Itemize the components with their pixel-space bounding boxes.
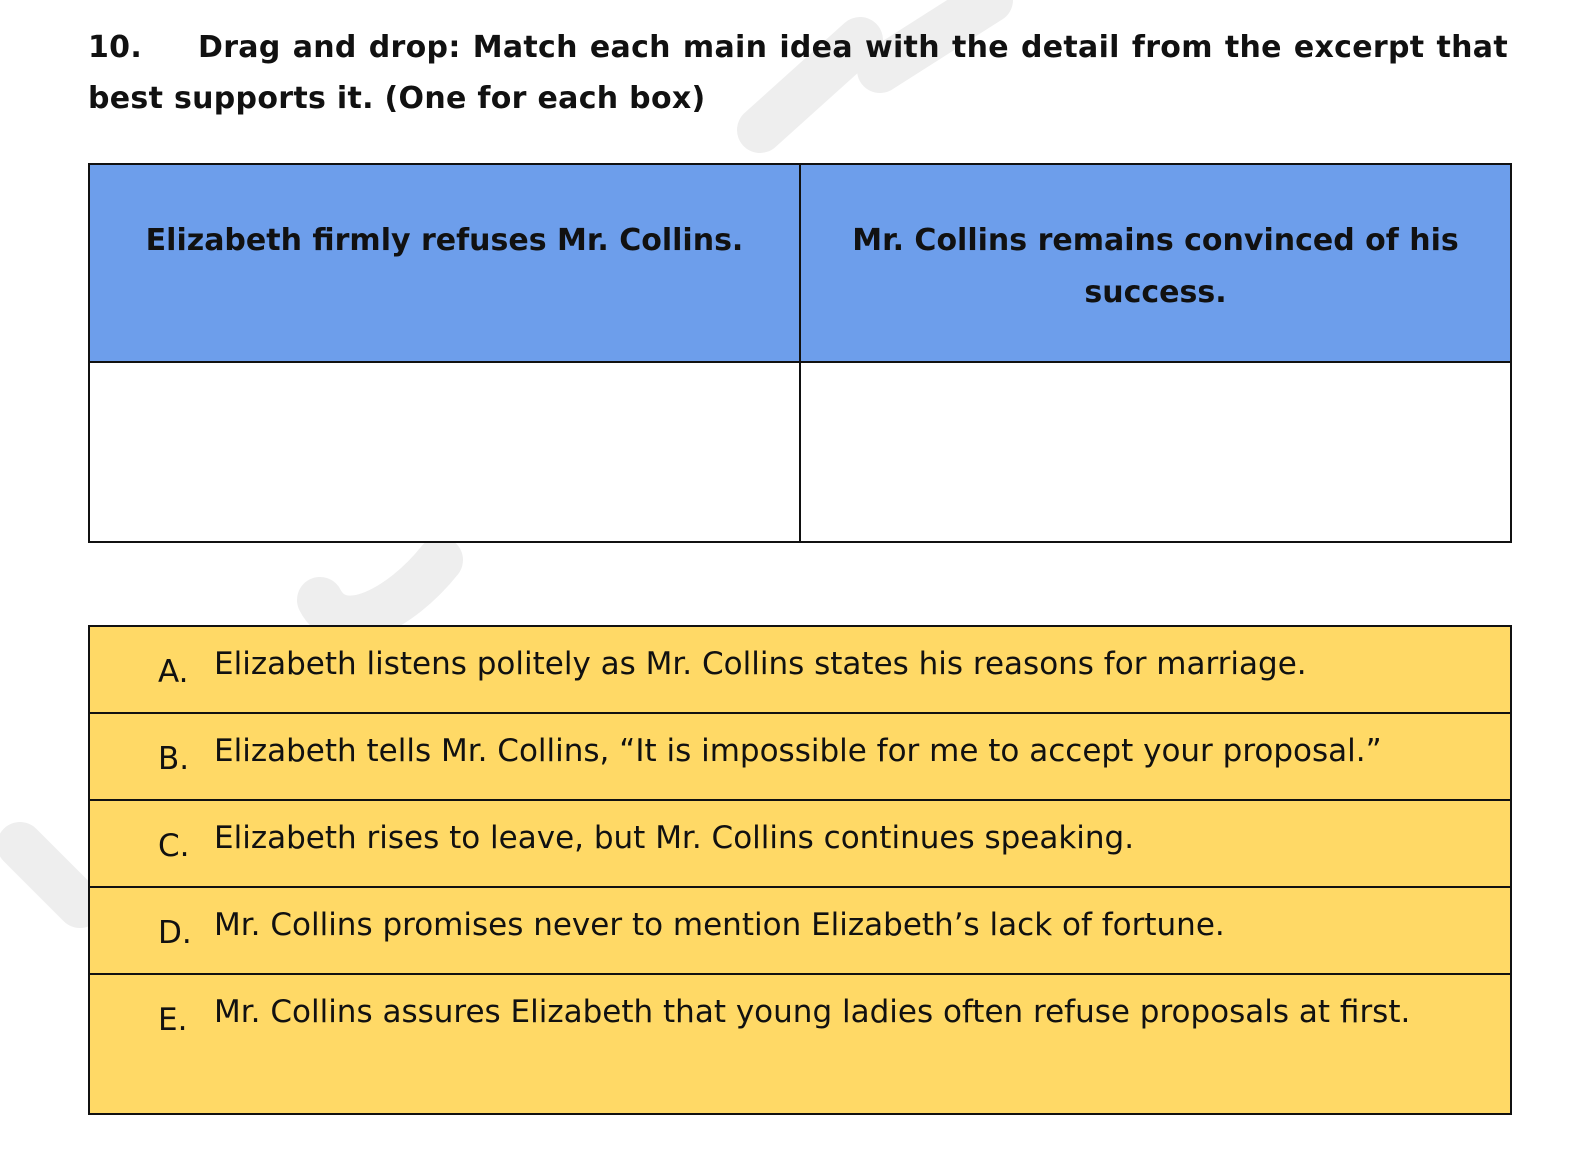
option-letter: A. [158,654,189,690]
option-text: Elizabeth listens politely as Mr. Collins states his reasons for marriage. [214,646,1307,682]
option-text: Mr. Collins promises never to mention Elizabeth’s lack of fortune. [214,907,1225,943]
draggable-option-b[interactable] [90,714,1510,801]
match-table [88,163,1512,543]
answer-options [88,625,1512,1115]
draggable-option-d[interactable] [90,888,1510,975]
question-prompt [88,22,1508,124]
option-letter: D. [158,915,192,951]
main-idea-2: Mr. Collins remains convinced of his success. [800,164,1511,362]
option-text: Elizabeth tells Mr. Collins, “It is impossible for me to accept your proposal.” [214,733,1382,769]
option-letter: C. [158,828,190,864]
drop-zone-1[interactable] [89,362,800,542]
option-letter: B. [158,741,190,777]
draggable-option-e[interactable] [90,975,1510,1113]
draggable-option-a[interactable] [90,627,1510,714]
option-text: Elizabeth rises to leave, but Mr. Collins continues speaking. [214,820,1135,856]
draggable-option-c[interactable] [90,801,1510,888]
question-text: Drag and drop: Match each main idea with the detail from the excerpt that best supports it. (One for each box) [88,30,1508,116]
option-text: Mr. Collins assures Elizabeth that young ladies often refuse proposals at first. [214,994,1411,1030]
question-number: 10. [88,30,143,65]
option-letter: E. [158,1002,188,1038]
main-idea-1: Elizabeth firmly refuses Mr. Collins. [89,164,800,362]
drop-zone-2[interactable] [800,362,1511,542]
